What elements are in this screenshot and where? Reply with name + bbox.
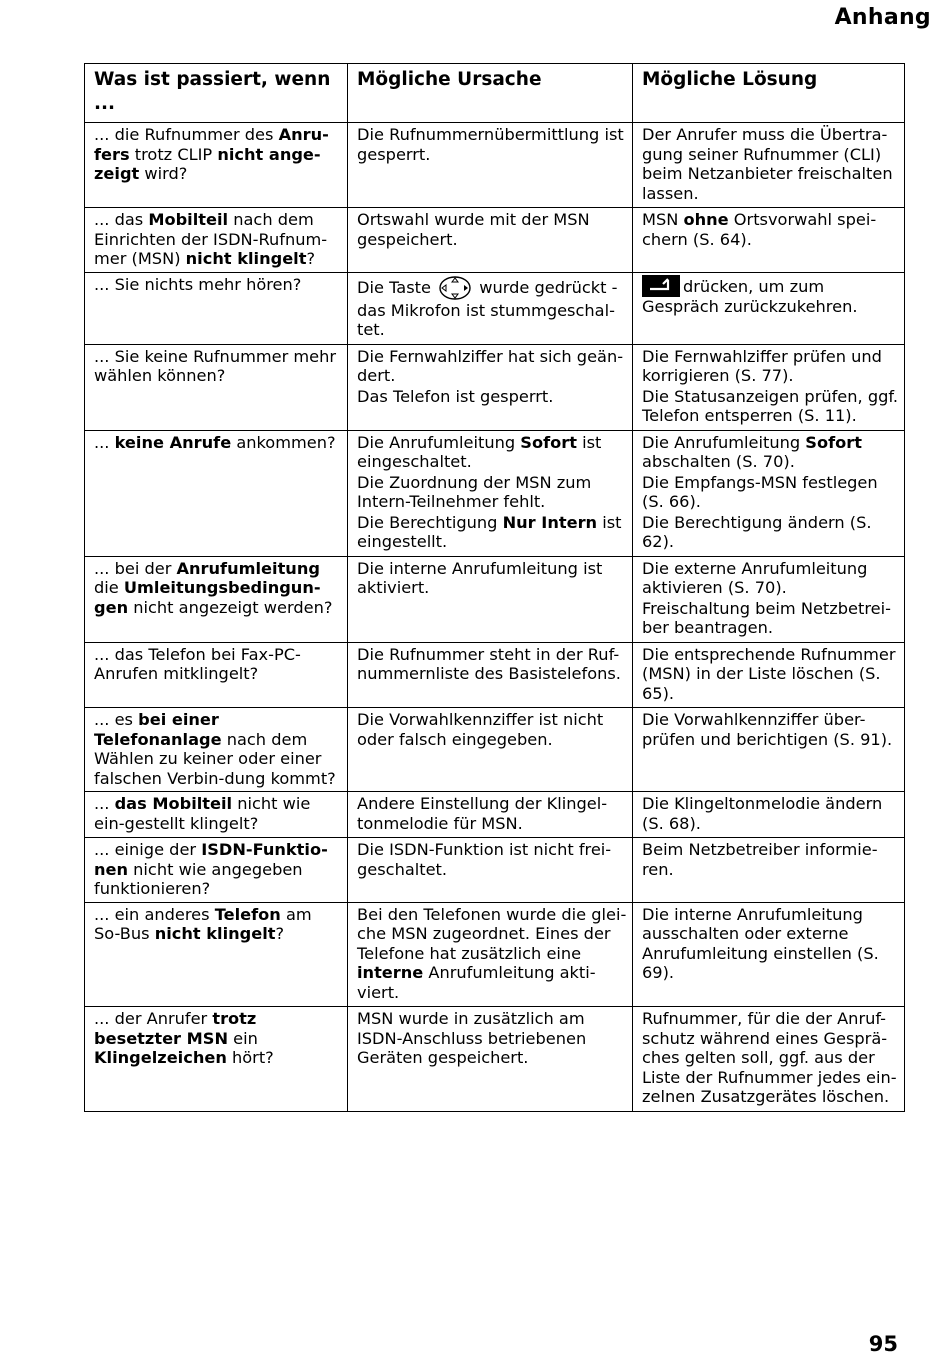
cause-text: Andere Einstellung der Klingel-tonmelodie für MSN. — [357, 794, 608, 833]
table-row — [85, 838, 905, 903]
cause-cell — [348, 430, 633, 556]
table-row — [85, 792, 905, 838]
cause-text: MSN wurde in zusätzlich am ISDN-Anschluss betriebenen Geräten gespeichert. — [357, 1009, 587, 1067]
end-call-key-icon — [642, 275, 680, 297]
solution-cell — [633, 792, 905, 838]
solution-paragraph — [642, 905, 900, 983]
problem-bold-text: Anru-fers — [94, 125, 329, 164]
cause-text: ist eingestellt. — [357, 512, 622, 551]
solution-cell — [633, 838, 905, 903]
table-row — [85, 708, 905, 792]
cause-cell — [348, 838, 633, 903]
table-row — [85, 430, 905, 556]
problem-cell — [85, 208, 348, 273]
solution-text: Rufnummer, für die der Anruf-schutz während eines Gesprä-ches gelten soll, ggf. aus der Liste der Rufnummer jedes ein-zelnen Zusatzgerätes löschen. — [642, 1009, 897, 1106]
column-header-cause: Mögliche Ursache — [348, 64, 633, 123]
solution-cell — [633, 642, 905, 708]
cause-text: Die Anrufumleitung — [357, 432, 521, 452]
cause-paragraph — [357, 513, 628, 552]
problem-text: die — [94, 578, 124, 597]
cause-cell — [348, 344, 633, 430]
solution-paragraph — [642, 275, 900, 317]
solution-text: abschalten (S. 70). — [642, 452, 795, 471]
solution-paragraph — [642, 559, 900, 598]
problem-cell — [85, 708, 348, 792]
solution-text: Die Berechtigung ändern (S. 62). — [642, 512, 872, 551]
solution-text: Die interne Anrufumleitung ausschalten oder externe Anrufumleitung einstellen (S. 69). — [642, 904, 879, 982]
cause-paragraph — [357, 645, 628, 684]
problem-bold-text: nicht klingelt — [154, 924, 276, 943]
problem-text: ... die Rufnummer des — [94, 125, 279, 144]
table-row — [85, 902, 905, 1007]
solution-text: Der Anrufer muss die Übertra-gung seiner Rufnummer (CLI) beim Netzanbieter freischalten lassen. — [642, 125, 893, 203]
problem-text: nicht wie angegeben funktionieren? — [94, 859, 303, 898]
table-row — [85, 642, 905, 708]
problem-bold-text: Klingelzeichen — [94, 1048, 227, 1067]
cause-cell — [348, 792, 633, 838]
cause-paragraph — [357, 710, 628, 749]
problem-bold-text: ISDN-Funktio-nen — [94, 840, 328, 879]
table-row — [85, 123, 905, 208]
section-title: Anhang — [834, 5, 931, 30]
solution-text: Die entsprechende Rufnummer (MSN) in der Liste löschen (S. 65). — [642, 644, 896, 703]
problem-text: ... — [94, 794, 115, 813]
problem-bold-text: Anrufumleitung — [176, 558, 320, 578]
solution-text: Die externe Anrufumleitung aktivieren (S. 70). — [642, 558, 868, 597]
problem-cell — [85, 838, 348, 903]
solution-cell — [633, 123, 905, 208]
problem-text: ... bei der — [94, 558, 177, 578]
problem-text: nicht wie ein-gestellt klingelt? — [94, 794, 311, 833]
table-row — [85, 556, 905, 642]
cause-text: Bei den Telefonen wurde die glei-che MSN zugeordnet. Eines der Telefone hat zusätzlich eine — [357, 904, 627, 963]
problem-text: hört? — [226, 1048, 274, 1067]
problem-text: ... Sie nichts mehr hören? — [94, 274, 302, 294]
problem-bold-text: Mobilteil — [148, 210, 229, 229]
cause-text: ist eingeschaltet. — [357, 432, 602, 471]
table-body — [85, 123, 905, 1112]
solution-paragraph — [642, 513, 900, 552]
problem-bold-text: trotz besetzter MSN — [94, 1009, 257, 1048]
problem-cell — [85, 272, 348, 344]
problem-text: nicht angezeigt werden? — [128, 597, 333, 617]
problem-cell — [85, 430, 348, 556]
problem-text: am So-Bus — [94, 904, 312, 943]
cause-text: Die Rufnummernübermittlung ist gesperrt. — [357, 125, 624, 164]
solution-text: Ortsvorwahl spei-chern (S. 64). — [642, 210, 877, 249]
solution-text: Die Klingeltonmelodie ändern (S. 68). — [642, 794, 883, 833]
cause-paragraph — [357, 125, 628, 164]
solution-paragraph — [642, 710, 900, 749]
problem-text: ... einige der — [94, 840, 202, 859]
solution-paragraph — [642, 387, 900, 426]
problem-text: ein — [228, 1028, 258, 1048]
cause-text: Die Berechtigung — [357, 512, 503, 532]
cause-text: Anrufumleitung akti-viert. — [357, 963, 596, 1002]
cause-text: Die Taste — [357, 277, 437, 297]
solution-paragraph — [642, 599, 900, 638]
problem-bold-text: keine Anrufe — [114, 432, 232, 452]
solution-text: Beim Netzbetreiber informie-ren. — [642, 840, 878, 879]
problem-bold-text: Telefon — [214, 904, 281, 924]
table-row — [85, 272, 905, 344]
solution-cell — [633, 708, 905, 792]
solution-text: drücken, um zum Gespräch zurückzukehren. — [642, 276, 858, 316]
cause-paragraph — [357, 559, 628, 598]
problem-bold-text: das Mobilteil — [114, 794, 233, 813]
cause-bold-text: Nur Intern — [502, 512, 598, 532]
problem-text: ? — [306, 249, 316, 268]
solution-text: Freischaltung beim Netzbetrei-ber beantragen. — [642, 598, 891, 637]
cause-bold-text: interne — [357, 963, 424, 982]
problem-cell — [85, 902, 348, 1007]
problem-text: ... Sie keine Rufnummer mehr wählen können? — [94, 346, 337, 385]
cause-cell — [348, 642, 633, 708]
solution-cell — [633, 556, 905, 642]
problem-text: ... — [94, 432, 115, 452]
problem-bold-text: bei einer Telefonanlage — [94, 710, 222, 749]
table-header-row — [85, 64, 905, 123]
cause-text: Die Zuordnung der MSN zum Intern-Teilnehmer fehlt. — [357, 472, 592, 511]
troubleshooting-table — [84, 63, 905, 1112]
solution-paragraph — [642, 125, 900, 203]
solution-paragraph — [642, 433, 900, 472]
solution-bold-text: Sofort — [805, 432, 862, 452]
problem-text: nach dem Einrichten der ISDN-Rufnum-mer (MSN) — [94, 210, 328, 268]
cause-cell — [348, 556, 633, 642]
solution-text: Die Vorwahlkennziffer über-prüfen und berichtigen (S. 91). — [642, 710, 893, 749]
cause-text: Das Telefon ist gesperrt. — [357, 386, 554, 406]
problem-bold-text: nicht ange-zeigt — [94, 144, 321, 183]
solution-paragraph — [642, 1009, 900, 1107]
problem-cell — [85, 123, 348, 208]
cause-cell — [348, 208, 633, 273]
cause-text: Ortswahl wurde mit der MSN gespeichert. — [357, 210, 590, 249]
problem-text: ? — [275, 924, 285, 943]
cause-text: Die Fernwahlziffer hat sich geän-dert. — [357, 346, 624, 385]
cause-text: wurde gedrückt - das Mikrofon ist stummgeschal-tet. — [357, 277, 618, 339]
cause-paragraph — [357, 905, 628, 1003]
solution-cell — [633, 208, 905, 273]
problem-cell — [85, 642, 348, 708]
cause-paragraph — [357, 210, 628, 249]
solution-paragraph — [642, 840, 900, 879]
cause-cell — [348, 902, 633, 1007]
cause-cell — [348, 1007, 633, 1112]
problem-cell — [85, 792, 348, 838]
cause-paragraph — [357, 473, 628, 512]
table-row — [85, 208, 905, 273]
solution-cell — [633, 1007, 905, 1112]
problem-text: ... ein anderes — [94, 904, 215, 924]
cause-paragraph — [357, 840, 628, 879]
column-header-problem: Was ist passiert, wenn ... — [85, 64, 348, 123]
problem-bold-text: nicht klingelt — [185, 249, 307, 268]
cause-text: Die Rufnummer steht in der Ruf-nummernliste des Basistelefons. — [357, 644, 621, 683]
table-row — [85, 1007, 905, 1112]
solution-text: MSN — [642, 210, 684, 229]
navigation-key-icon — [438, 275, 472, 301]
solution-text: Die Statusanzeigen prüfen, ggf. Telefon entsperren (S. 11). — [642, 386, 899, 425]
solution-cell — [633, 272, 905, 344]
cause-paragraph — [357, 347, 628, 386]
cause-cell — [348, 123, 633, 208]
solution-text: Die Empfangs-MSN festlegen (S. 66). — [642, 472, 878, 511]
solution-cell — [633, 344, 905, 430]
cause-paragraph — [357, 433, 628, 472]
column-header-solution: Mögliche Lösung — [633, 64, 905, 123]
problem-text: ankommen? — [231, 432, 336, 452]
solution-paragraph — [642, 210, 900, 249]
problem-bold-text: Umleitungsbedingun-gen — [94, 578, 321, 617]
cause-paragraph — [357, 275, 628, 340]
solution-paragraph — [642, 473, 900, 512]
problem-text: ... das Telefon bei Fax-PC-Anrufen mitklingelt? — [94, 644, 301, 683]
cause-text: Die Vorwahlkennziffer ist nicht oder falsch eingegeben. — [357, 710, 604, 749]
problem-cell — [85, 1007, 348, 1112]
table-row — [85, 344, 905, 430]
solution-cell — [633, 430, 905, 556]
solution-text: Die Anrufumleitung — [642, 432, 806, 452]
problem-text: ... das — [94, 210, 149, 229]
solution-paragraph — [642, 645, 900, 704]
cause-text: Die interne Anrufumleitung ist aktiviert. — [357, 558, 603, 597]
problem-cell — [85, 344, 348, 430]
cause-paragraph — [357, 794, 628, 833]
cause-cell — [348, 708, 633, 792]
problem-cell — [85, 556, 348, 642]
problem-text: ... es — [94, 710, 139, 729]
problem-text: trotz CLIP — [129, 144, 218, 164]
solution-bold-text: ohne — [683, 210, 729, 229]
cause-bold-text: Sofort — [520, 432, 577, 452]
problem-text: nach dem Wählen zu keiner oder einer falschen Verbin-dung kommt? — [94, 729, 336, 788]
solution-text: Die Fernwahlziffer prüfen und korrigieren (S. 77). — [642, 346, 882, 385]
cause-paragraph — [357, 1009, 628, 1068]
problem-text: ... der Anrufer — [94, 1009, 213, 1028]
cause-cell — [348, 272, 633, 344]
page-number: 95 — [868, 1332, 898, 1356]
cause-paragraph — [357, 387, 628, 407]
solution-paragraph — [642, 794, 900, 833]
cause-text: Die ISDN-Funktion ist nicht frei-geschaltet. — [357, 840, 612, 879]
solution-paragraph — [642, 347, 900, 386]
problem-text: wird? — [139, 164, 188, 183]
solution-cell — [633, 902, 905, 1007]
